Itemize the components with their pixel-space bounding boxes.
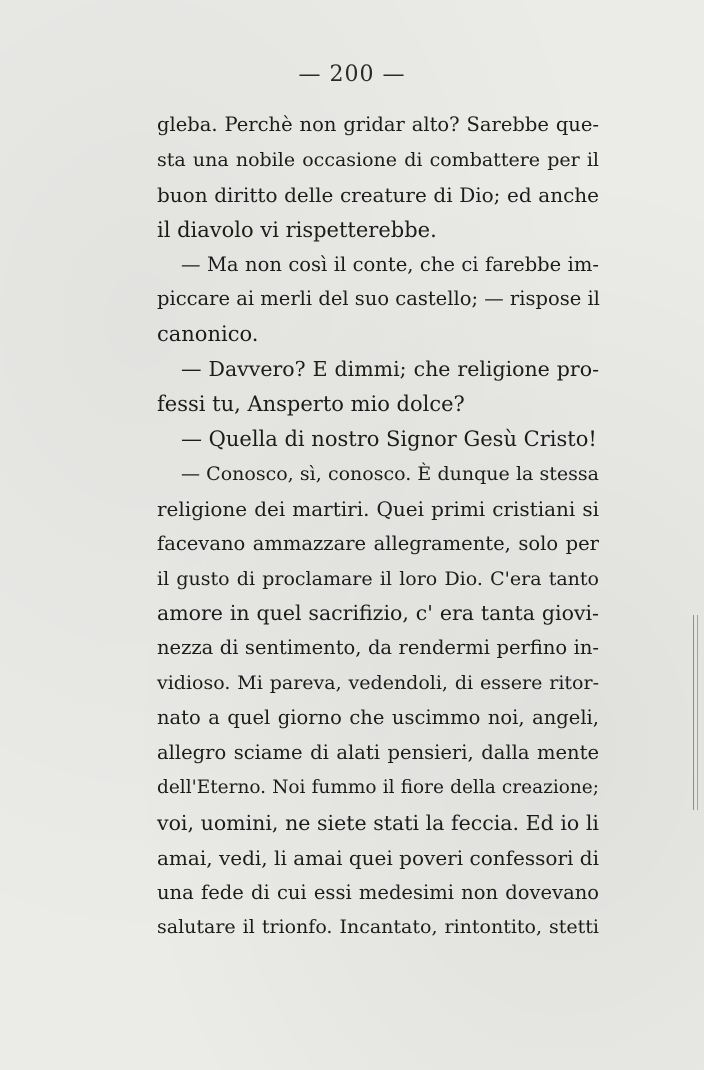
- text-line: voi, uomini, ne siete stati la feccia. Ed io li: [157, 810, 599, 835]
- text-line: nezza di sentimento, da rendermi perfino in-: [157, 636, 599, 660]
- text-line: — Quella di nostro Signor Gesù Cristo!: [181, 427, 597, 452]
- text-line: buon diritto delle creature di Dio; ed anche: [157, 182, 599, 207]
- text-line: dell'Eterno. Noi fummo il fiore della creazione;: [157, 776, 599, 798]
- text-line: vidioso. Mi pareva, vedendoli, di essere ritor-: [157, 672, 599, 695]
- text-line: gleba. Perchè non gridar alto? Sarebbe que-: [157, 113, 599, 136]
- text-line: piccare ai merli del suo castello; — rispose il: [157, 287, 600, 311]
- page-edge-mark: [693, 615, 698, 810]
- text-line: il gusto di proclamare il loro Dio. C'era tanto: [157, 567, 599, 590]
- page-number: — 200 —: [298, 62, 406, 87]
- text-line: salutare il trionfo. Incantato, rintontito, stetti: [157, 916, 599, 939]
- text-line: il diavolo vi rispetterebbe.: [157, 217, 437, 242]
- text-line: sta una nobile occasione di combattere per il: [157, 148, 599, 171]
- body-text: [157, 108, 599, 945]
- text-line: — Ma non così il conte, che ci farebbe im-: [181, 252, 599, 276]
- text-line: amore in quel sacrifizio, c' era tanta giovi-: [157, 601, 599, 626]
- text-line: — Conosco, sì, conosco. È dunque la stessa: [181, 462, 599, 485]
- text-line: religione dei martiri. Quei primi cristiani si: [157, 496, 599, 521]
- text-line: canonico.: [157, 322, 259, 347]
- text-line: fessi tu, Ansperto mio dolce?: [157, 392, 465, 417]
- text-line: — Davvero? E dimmi; che religione pro-: [181, 357, 599, 382]
- text-line: allegro sciame di alati pensieri, dalla mente: [157, 741, 599, 765]
- text-line: facevano ammazzare allegramente, solo per: [157, 531, 599, 555]
- text-line: nato a quel giorno che uscimmo noi, angeli,: [157, 706, 599, 730]
- text-line: amai, vedi, li amai quei poveri confessori di: [157, 845, 599, 870]
- text-line: una fede di cui essi medesimi non dovevano: [157, 880, 599, 904]
